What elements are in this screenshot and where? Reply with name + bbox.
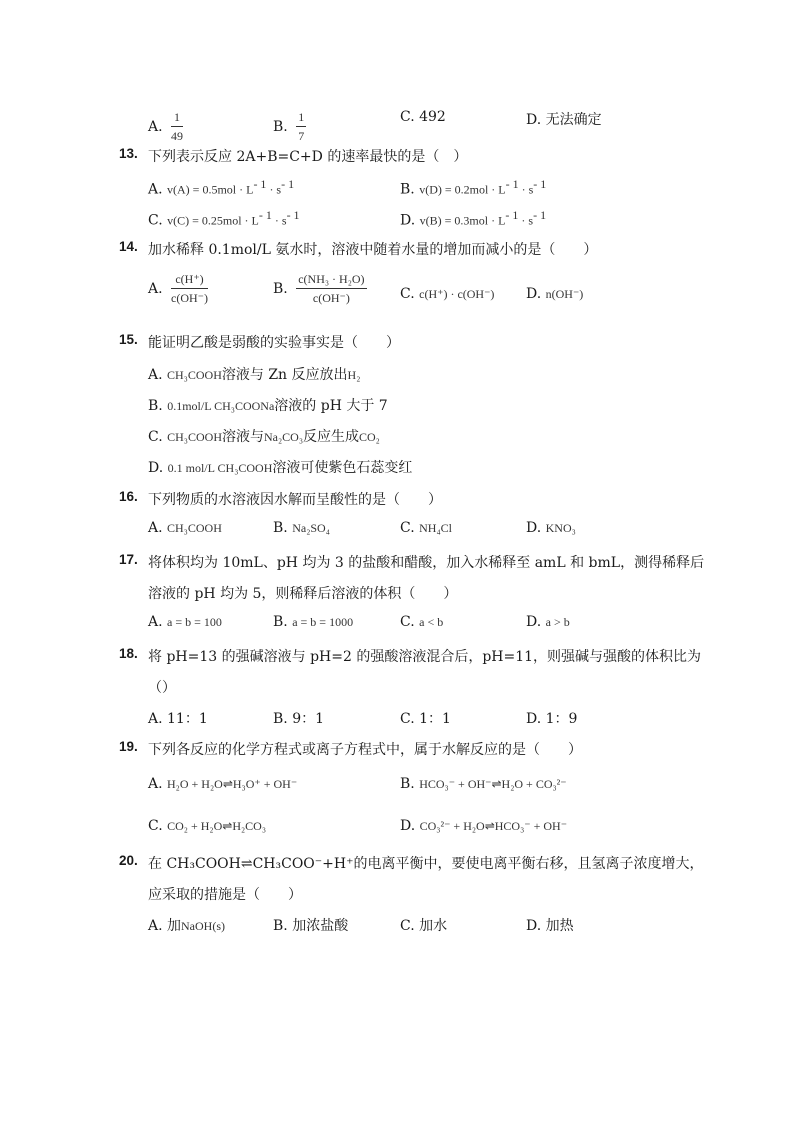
option-b[interactable]: B. Na₂SO₄ (273, 520, 330, 536)
option-d[interactable]: D. CO₃²⁻ + H₂O⇌HCO₃⁻ + OH⁻ (400, 818, 568, 834)
fraction: $\frac{c(H^+)}{c(OH^-)}$ (171, 272, 208, 305)
question-17 (0, 552, 794, 582)
option-b[interactable]: B. a = b = 1000 (273, 614, 354, 630)
option-a[interactable]: A. 加NaOH(s) (148, 918, 226, 934)
question-stem-line-2: 溶液的 pH 均为 5，则稀释后溶液的体积（ ） (148, 586, 458, 602)
question-16 (0, 489, 794, 519)
question-20-line-2 (0, 884, 794, 914)
option-d[interactable]: D. 加热 (526, 918, 574, 934)
option-d[interactable]: D. 0.1 mol/L CH₃COOH溶液可使紫色石蕊变红 (148, 460, 413, 476)
question-stem: 下列各反应的化学方程式或离子方程式中，属于水解反应的是（ ） (148, 742, 582, 758)
question-14 (0, 239, 794, 269)
option-b[interactable]: B. HCO₃⁻ + OH⁻⇌H₂O + CO₃²⁻ (400, 776, 567, 792)
question-stem: 下列物质的水溶液因水解而呈酸性的是（ ） (148, 492, 442, 508)
option-a[interactable]: A. H₂O + H₂O⇌H₃O⁺ + OH⁻ (148, 776, 298, 792)
question-15-option-d-row (0, 457, 794, 487)
option-a[interactable]: A. 11：1 (148, 711, 208, 727)
option-c[interactable]: C. 1：1 (400, 711, 451, 727)
option-a[interactable]: A. CH₃COOH溶液与 Zn 反应放出H₂ (148, 367, 361, 383)
option-a[interactable]: A. $\frac{c(H^+)}{c(OH^-)}$ (148, 272, 208, 305)
option-d[interactable]: D. $v(B) = 0.3mol \cdot L^{- 1} \cdot s^{- 1}$ (400, 208, 547, 229)
option-c[interactable]: C. CH₃COOH溶液与Na₂CO₃反应生成CO₂ (148, 429, 380, 445)
option-a[interactable]: A. $v(A) = 0.5mol \cdot L^{- 1} \cdot s^{- 1}$ (148, 177, 295, 198)
option-d[interactable]: D. a > b (526, 614, 570, 630)
question-13-options-2 (0, 208, 794, 238)
option-d[interactable]: D. n(OH⁻) (526, 286, 584, 302)
option-c[interactable]: C. c(H⁺) · c(OH⁻) (400, 286, 495, 302)
question-19 (0, 739, 794, 769)
question-stem: 能证明乙酸是弱酸的实验事实是（ ） (148, 335, 400, 351)
option-a[interactable]: A. a = b = 100 (148, 614, 222, 630)
question-15-option-a-row (0, 364, 794, 394)
option-b[interactable]: B. $v(D) = 0.2mol \cdot L^{- 1} \cdot s^{- 1}$ (400, 177, 547, 198)
option-d[interactable]: D. KNO₃ (526, 520, 576, 536)
question-stem-line-1: 将 pH=13 的强碱溶液与 pH=2 的强酸溶液混合后，pH=11，则强碱与强酸的体积比为 (148, 649, 702, 665)
question-18-line-2 (0, 677, 794, 707)
question-13-options-1 (0, 177, 794, 207)
fraction: $\frac{1}{49}$ (171, 110, 184, 143)
question-number: 19. (119, 739, 138, 754)
question-stem-line-2: 应采取的措施是（ ） (148, 887, 302, 903)
option-a[interactable]: A. CH₃COOH (148, 520, 222, 536)
question-18 (0, 646, 794, 676)
option-a[interactable]: A. $\frac{1}{49}$ (148, 110, 184, 143)
question-stem: 加水稀释 0.1mol/L 氨水时，溶液中随着水量的增加而减小的是（ ） (148, 242, 598, 258)
question-17-line-2 (0, 583, 794, 613)
question-15-option-c-row (0, 426, 794, 456)
question-stem-line-1: 在 CH₃COOH⇌CH₃COO⁻+H⁺的电离平衡中，要使电离平衡右移，且氢离子浓度增大， (148, 856, 704, 872)
question-18-options (0, 708, 794, 738)
question-14-options (0, 270, 794, 320)
fraction: $\frac{\text{c(NH₃ · H₂O)}}{c(OH^-)}$ (298, 272, 365, 305)
option-b[interactable]: B. 加浓盐酸 (273, 918, 349, 934)
option-c[interactable]: C. CO₂ + H₂O⇌H₂CO₃ (148, 818, 267, 834)
option-b[interactable]: B. $\frac{\text{c(NH₃ · H₂O)}}{c(OH^-)}$ (273, 272, 365, 305)
option-c[interactable]: C. $v(C) = 0.25mol \cdot L^{- 1} \cdot s^{- 1}$ (148, 208, 300, 229)
fraction: $\frac{1}{7}$ (298, 110, 305, 143)
option-b[interactable]: B. $\frac{1}{7}$ (273, 110, 305, 143)
option-c[interactable]: C. a < b (400, 614, 444, 630)
question-stem-line-1: 将体积均为 10mL、pH 均为 3 的盐酸和醋酸，加入水稀释至 amL 和 bmL，测得稀释后 (148, 555, 705, 571)
question-number: 17. (119, 552, 138, 567)
option-b[interactable]: B. 9：1 (273, 711, 325, 727)
question-number: 15. (119, 332, 138, 347)
option-c[interactable]: C. 492 (400, 109, 446, 125)
question-20 (0, 853, 794, 883)
question-number: 14. (119, 239, 138, 254)
question-15-option-b-row (0, 395, 794, 425)
question-15 (0, 332, 794, 362)
question-20-options (0, 915, 794, 945)
question-number: 13. (119, 146, 138, 161)
question-13 (0, 146, 794, 176)
question-17-options (0, 614, 794, 644)
option-d[interactable]: D. 1：9 (526, 711, 578, 727)
question-stem: 下列表示反应 2A+B=C+D 的速率最快的是（ ） (148, 149, 468, 165)
question-12-options (0, 100, 794, 143)
question-number: 18. (119, 646, 138, 661)
option-b[interactable]: B. 0.1mol/L CH₃COONa溶液的 pH 大于 7 (148, 398, 388, 414)
option-d[interactable]: D. 无法确定 (526, 112, 602, 128)
question-16-options (0, 520, 794, 550)
question-19-options-2 (0, 818, 794, 848)
question-number: 20. (119, 853, 138, 868)
question-number: 16. (119, 489, 138, 504)
question-19-options-1 (0, 776, 794, 806)
question-stem-line-2: （） (148, 680, 176, 696)
option-c[interactable]: C. NH₄Cl (400, 520, 452, 536)
option-c[interactable]: C. 加水 (400, 918, 448, 934)
